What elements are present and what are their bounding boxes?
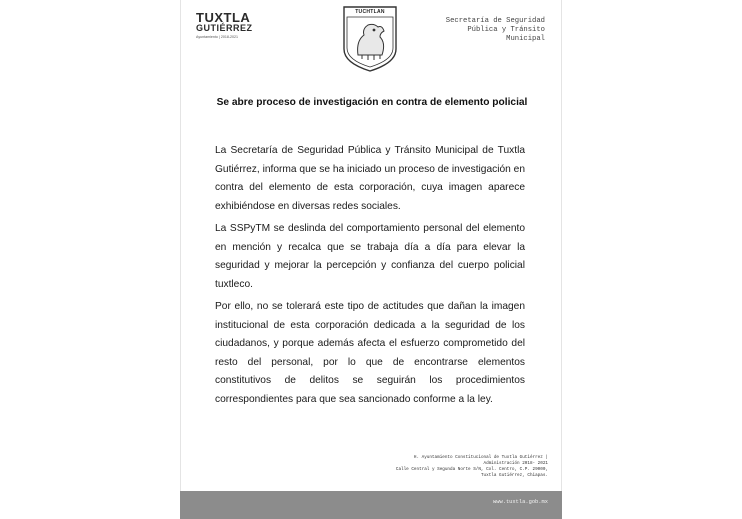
footer-address [300,455,548,479]
department-line: Municipal [506,35,545,44]
logo-line2: GUTIÉRREZ [196,23,253,33]
department-name [420,17,545,45]
document-title: Se abre proceso de investigación en contra de elemento policial [216,97,528,108]
logo-subtitle: Ayuntamiento | 2018-2021 [196,35,239,39]
department-line: Secretaría de Seguridad [445,17,545,25]
seal-label: TUCHTLAN [355,9,385,15]
footer-bar [180,491,562,519]
body-paragraph: Por ello, no se tolerará este tipo de actitudes que dañan la imagen institucional de esta corporación dedicada a la seguridad de los ciudadanos, y porque además afecta el esfuerzo comprometido del resto del personal, por lo que de encontrarse elementos constitutivos de delitos se seguirán los procedimientos correspondientes para que sea sancionado conforme a la ley. [215,301,525,405]
footer-address-line: H. Ayuntamiento Constitucional de Tuxtla Gutiérrez | [413,455,548,460]
seal-icon [338,5,402,73]
footer-address-line: Tuxtla Gutiérrez, Chiapas. [480,473,548,478]
body-paragraph: La SSPyTM se deslinda del comportamiento personal del elemento en mención y recalca que se trabaja día a día para elevar la seguridad y mejorar la percepción y confianza del cuerpo policial tuxtleco. [215,223,525,290]
footer-address-line: Administración 2018- 2021 [483,461,548,466]
logo-line1: TUXTLA [196,10,251,25]
department-line: Pública y Tránsito [467,26,545,35]
footer-address-line: Calle Central y Segunda Norte S/N, Col. Centro, C.P. 29000, [395,467,548,472]
body-paragraph: La Secretaría de Seguridad Pública y Tránsito Municipal de Tuxtla Gutiérrez, informa que se ha iniciado un proceso de investigación en contra del elemento de esta corporación, cuya imagen aparece exhibiéndose en diversas redes sociales. [215,145,525,212]
tuxtla-logo [196,10,276,44]
municipal-seal [338,5,402,73]
footer-website: www.tuxtla.gob.mx [493,499,548,505]
